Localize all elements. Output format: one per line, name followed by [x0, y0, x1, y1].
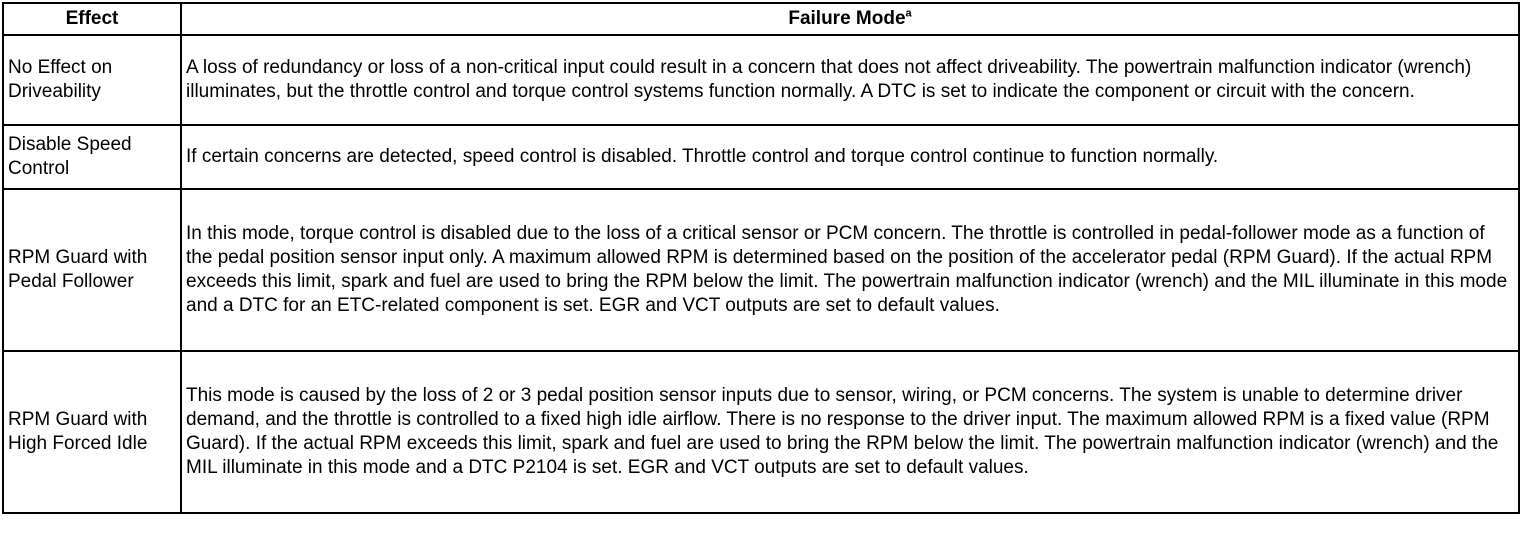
table-row — [3, 125, 1519, 189]
failure-mode-cell: If certain concerns are detected, speed control is disabled. Throttle control and torque control continue to function normally. — [181, 125, 1519, 189]
header-effect — [3, 3, 181, 35]
footnote-marker: a — [905, 7, 912, 20]
failure-mode-cell: In this mode, torque control is disabled due to the loss of a critical sensor or PCM concern. The throttle is controlled in pedal-follower mode as a function of the pedal position sensor input only. A maximum allowed RPM is determined based on the position of the accelerator pedal (RPM Guard). If the actual RPM exceeds this limit, spark and fuel are used to bring the RPM below the limit. The powertrain malfunction indicator (wrench) and the MIL illuminate in this mode and a DTC for an ETC-related component is set. EGR and VCT outputs are set to default values. — [181, 189, 1519, 351]
table-row — [3, 35, 1519, 125]
header-effect-label: Effect — [65, 8, 119, 29]
failure-mode-cell: This mode is caused by the loss of 2 or 3 pedal position sensor inputs due to sensor, wiring, or PCM concerns. The system is unable to determine driver demand, and the throttle is controlled to a fixed high idle airflow. There is no response to the driver input. The maximum allowed RPM is a fixed value (RPM Guard). If the actual RPM exceeds this limit, spark and fuel are used to bring the RPM below the limit. The powertrain malfunction indicator (wrench) and the MIL illuminate in this mode and a DTC P2104 is set. EGR and VCT outputs are set to default values. — [181, 351, 1519, 513]
table-row — [3, 351, 1519, 513]
failure-mode-table — [2, 2, 1520, 514]
effect-cell: RPM Guard with High Forced Idle — [3, 351, 181, 513]
effect-cell: RPM Guard with Pedal Follower — [3, 189, 181, 351]
header-failure-mode-label: Failure Mode — [788, 8, 906, 29]
table-row — [3, 189, 1519, 351]
table-header-row — [3, 3, 1519, 35]
header-failure-mode — [181, 3, 1519, 35]
effect-cell: Disable Speed Control — [3, 125, 181, 189]
effect-cell: No Effect on Driveability — [3, 35, 181, 125]
failure-mode-cell: A loss of redundancy or loss of a non-critical input could result in a concern that does not affect driveability. The powertrain malfunction indicator (wrench) illuminates, but the throttle control and torque control systems function normally. A DTC is set to indicate the component or circuit with the concern. — [181, 35, 1519, 125]
